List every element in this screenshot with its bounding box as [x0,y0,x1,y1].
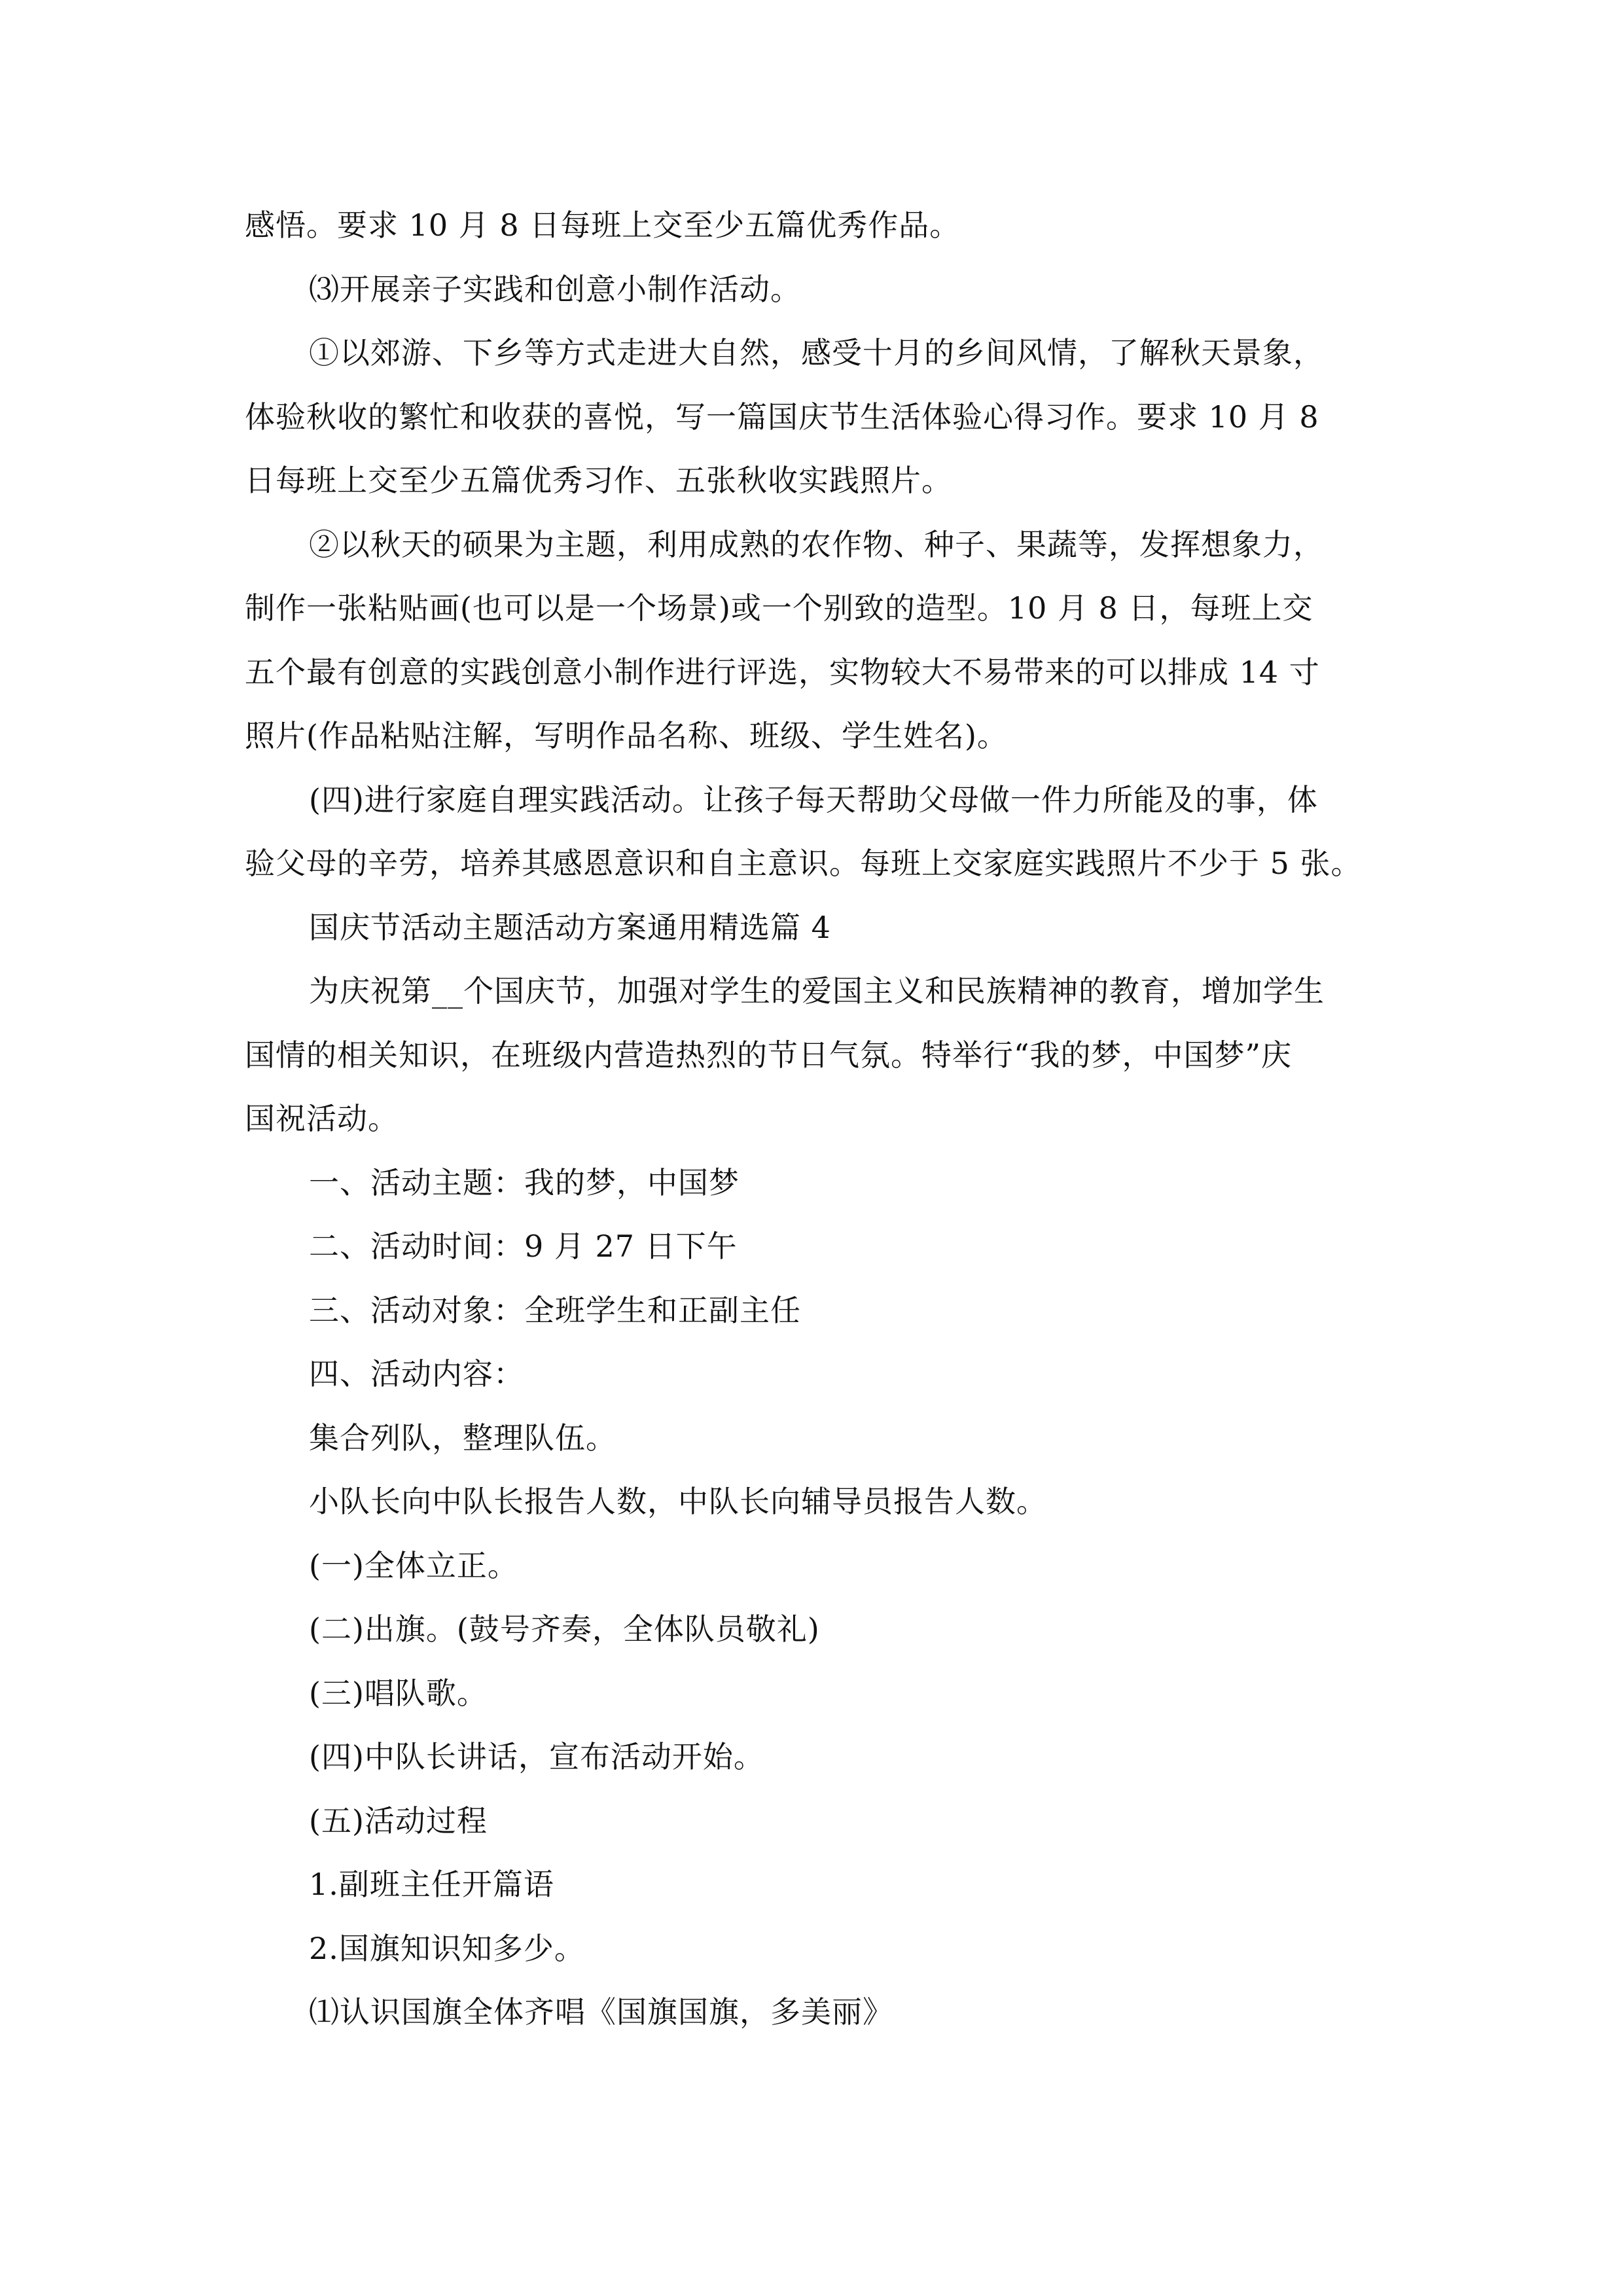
text-line: (四)中队长讲话，宣布活动开始。 [309,1739,764,1774]
text-line: (三)唱队歌。 [309,1675,488,1711]
text-line: ①以郊游、下乡等方式走进大自然，感受十月的乡间风情，了解秋天景象， [309,335,1324,370]
text-line: 制作一张粘贴画(也可以是一个场景)或一个别致的造型。10 月 8 日，每班上交 [245,590,1313,626]
text-line: 验父母的辛劳，培养其感恩意识和自主意识。每班上交家庭实践照片不少于 5 张。 [245,846,1362,881]
text-line: 感悟。要求 10 月 8 日每班上交至少五篇优秀作品。 [245,207,961,243]
text-line: 照片(作品粘贴注解，写明作品名称、班级、学生姓名)。 [245,718,1008,753]
text-line: 国祝活动。 [245,1101,399,1136]
text-line: 国庆节活动主题活动方案通用精选篇 4 [309,909,831,945]
text-line: ②以秋天的硕果为主题，利用成熟的农作物、种子、果蔬等，发挥想象力， [309,526,1324,562]
text-line: 国情的相关知识，在班级内营造热烈的节日气氛。特举行“我的梦，中国梦”庆 [245,1037,1293,1073]
text-line: 1.副班主任开篇语 [309,1867,554,1902]
text-line: ⑴认识国旗全体齐唱《国旗国旗，多美丽》 [309,1994,893,2030]
text-line: 集合列队，整理队伍。 [309,1420,616,1456]
text-line: ⑶开展亲子实践和创意小制作活动。 [309,271,801,307]
text-line: 日每班上交至少五篇优秀习作、五张秋收实践照片。 [245,463,952,498]
text-line: 体验秋收的繁忙和收获的喜悦，写一篇国庆节生活体验心得习作。要求 10 月 8 [245,399,1319,435]
text-line: (二)出旗。(鼓号齐奏，全体队员敬礼) [309,1611,820,1647]
text-line: (五)活动过程 [309,1803,488,1839]
text-line: 为庆祝第__个国庆节，加强对学生的爱国主义和民族精神的教育，增加学生 [309,973,1325,1009]
text-line: 一、活动主题：我的梦，中国梦 [309,1164,740,1200]
text-line: 五个最有创意的实践创意小制作进行评选，实物较大不易带来的可以排成 14 寸 [245,654,1320,690]
text-line: (一)全体立正。 [309,1547,518,1583]
text-line: 三、活动对象：全班学生和正副主任 [309,1292,801,1328]
text-line: 四、活动内容： [309,1356,524,1391]
text-line: (四)进行家庭自理实践活动。让孩子每天帮助父母做一件力所能及的事，体 [309,781,1318,817]
text-line: 2.国旗知识知多少。 [309,1930,585,1966]
text-line: 二、活动时间：9 月 27 日下午 [309,1229,738,1264]
document-body [245,194,1383,2045]
text-line: 小队长向中队长报告人数，中队长向辅导员报告人数。 [309,1484,1047,1519]
